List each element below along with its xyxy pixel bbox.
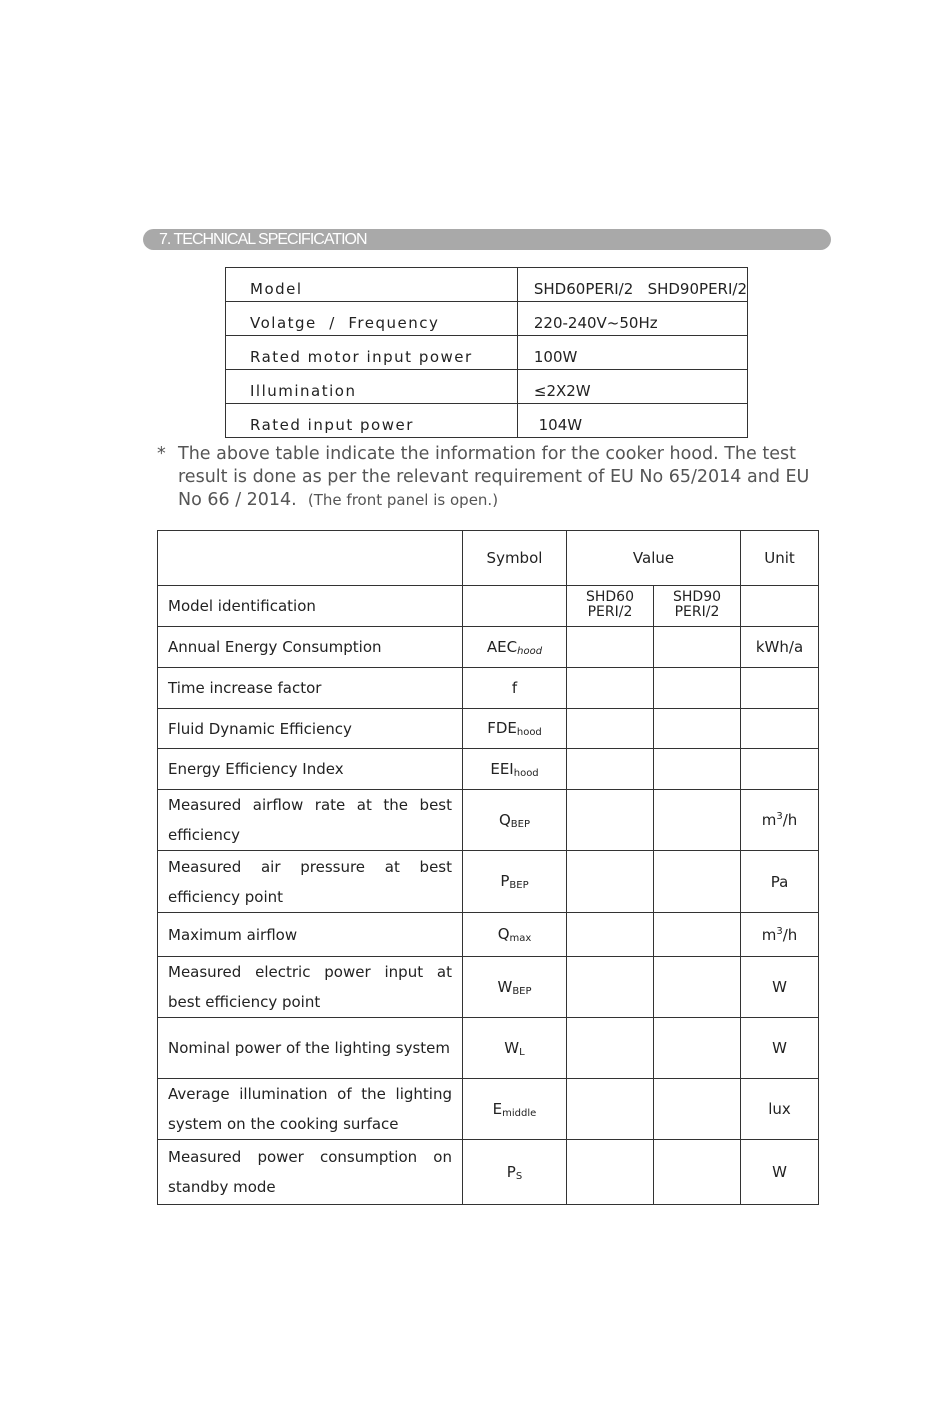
table-row [158,790,819,851]
table-row [158,627,819,668]
unit-cell: W [741,1018,819,1079]
value-cell [654,790,741,851]
symbol-cell: $W_L$ [463,1018,567,1079]
unit-cell [741,668,819,709]
unit-cell: $m^3/h$ [741,913,819,957]
symbol-cell: $FDE_{hood}$ [463,709,567,749]
model-col-2: SHD90 PERI/2 [654,586,741,627]
table-row [158,1140,819,1205]
symbol-cell: f [463,668,567,709]
symbol-cell: $EEI_{hood}$ [463,749,567,790]
table-row [158,913,819,957]
model-col-1: SHD60 PERI/2 [567,586,654,627]
unit-cell: W [741,957,819,1018]
symbol-cell: $AEC_{hood}$ [463,627,567,668]
note-small-text: (The front panel is open.) [307,491,499,509]
value-cell [567,1079,654,1140]
value-cell [567,749,654,790]
value-cell [654,851,741,913]
symbol-cell: $P_{BEP}$ [463,851,567,913]
spec-row [226,336,748,370]
spec-row [226,404,748,438]
erp-table [157,530,819,1205]
spec-label: Model [226,268,518,302]
spec-value: 220-240V~50Hz [517,302,747,336]
param-name: Fluid Dynamic Efficiency [158,709,463,749]
spec-label: Illumination [226,370,518,404]
spec-row [226,302,748,336]
unit-cell: W [741,1140,819,1205]
param-name: Measured electric power input at best efficiency point [158,957,463,1018]
value-cell [654,913,741,957]
value-cell [567,913,654,957]
value-cell [654,627,741,668]
note-asterisk: * [157,444,166,464]
value-cell [567,851,654,913]
unit-cell: $m^3/h$ [741,790,819,851]
symbol-cell [463,586,567,627]
unit-cell [741,586,819,627]
value-cell [654,1079,741,1140]
value-cell [567,709,654,749]
spec-label: Volatge / Frequency [226,302,518,336]
value-cell [567,668,654,709]
unit-cell: Pa [741,851,819,913]
param-name: Energy Efficiency Index [158,749,463,790]
blank-header-cell [158,531,463,586]
spec-row [226,268,748,302]
param-name: Measured airflow rate at the best efficiency [158,790,463,851]
spec-value: ≤2X2W [517,370,747,404]
value-cell [654,709,741,749]
symbol-cell: $Q_{max}$ [463,913,567,957]
param-name: Average illumination of the lighting system on the cooking surface [158,1079,463,1140]
spec-table [225,267,748,438]
param-name: Maximum airflow [158,913,463,957]
spec-label: Rated motor input power [226,336,518,370]
param-name: Model identification [158,586,463,627]
value-cell [654,1018,741,1079]
unit-cell [741,749,819,790]
value-header: Value [567,531,741,586]
param-name: Annual Energy Consumption [158,627,463,668]
unit-cell [741,709,819,749]
value-cell [567,1018,654,1079]
value-cell [654,749,741,790]
param-name: Time increase factor [158,668,463,709]
value-cell [567,790,654,851]
table-note [157,443,822,512]
symbol-header: Symbol [463,531,567,586]
erp-header-row [158,531,819,586]
spec-value: 100W [517,336,747,370]
value-cell [654,957,741,1018]
value-cell [654,668,741,709]
section-title: 7. TECHNICAL SPECIFICATION [143,229,831,250]
param-name: Nominal power of the lighting system [158,1018,463,1079]
symbol-cell: $P_S$ [463,1140,567,1205]
value-cell [567,957,654,1018]
symbol-cell: $E_{middle}$ [463,1079,567,1140]
spec-value: SHD60PERI/2 SHD90PERI/2 [517,268,747,302]
param-name: Measured air pressure at best efficiency point [158,851,463,913]
unit-header: Unit [741,531,819,586]
table-row [158,851,819,913]
note-text: The above table indicate the information for the cooker hood. The test result is done as per the relevant requirement of EU No 65/2014 and EU No 66 / 2014. [178,444,810,510]
symbol-cell: $W_{BEP}$ [463,957,567,1018]
table-row [158,709,819,749]
unit-cell: kWh/a [741,627,819,668]
unit-cell: lux [741,1079,819,1140]
value-cell [567,627,654,668]
value-cell [567,1140,654,1205]
table-row [158,1018,819,1079]
table-row [158,957,819,1018]
symbol-cell: $Q_{BEP}$ [463,790,567,851]
table-row [158,586,819,627]
spec-value: 104W [517,404,747,438]
table-row [158,749,819,790]
value-cell [654,1140,741,1205]
table-row [158,1079,819,1140]
spec-row [226,370,748,404]
table-row [158,668,819,709]
param-name: Measured power consumption on standby mode [158,1140,463,1205]
spec-label: Rated input power [226,404,518,438]
